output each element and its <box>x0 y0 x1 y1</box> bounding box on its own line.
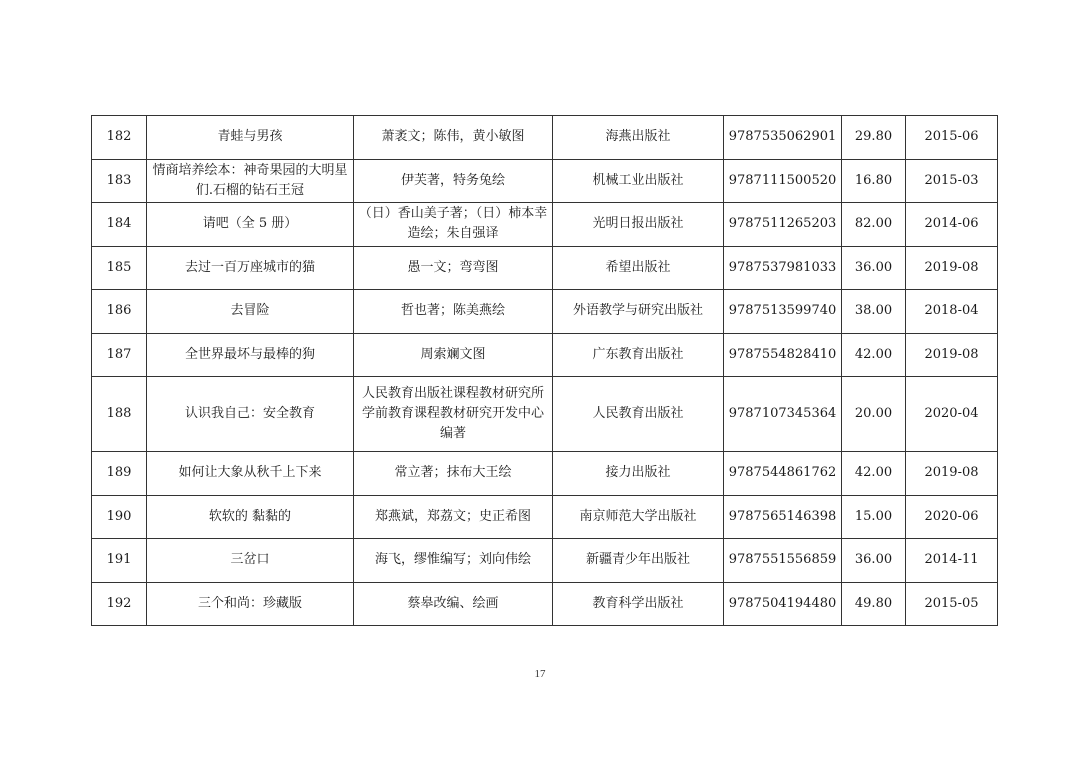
author-cell: 海飞，缪惟编写；刘向伟绘 <box>354 539 553 583</box>
row-number-cell: 187 <box>92 333 147 377</box>
row-number-cell: 182 <box>92 116 147 160</box>
isbn-cell: 9787537981033 <box>724 246 842 290</box>
publish-date-cell: 2014-11 <box>906 539 998 583</box>
publish-date-cell: 2019-08 <box>906 246 998 290</box>
isbn-cell: 9787111500520 <box>724 159 842 203</box>
table-row <box>92 539 998 583</box>
price-cell: 36.00 <box>842 246 906 290</box>
publisher-cell: 光明日报出版社 <box>553 203 724 247</box>
table-body <box>92 116 998 626</box>
row-number-cell: 189 <box>92 452 147 496</box>
row-number-cell: 184 <box>92 203 147 247</box>
price-cell: 20.00 <box>842 377 906 452</box>
publish-date-cell: 2019-08 <box>906 452 998 496</box>
author-cell: 哲也著；陈美燕绘 <box>354 290 553 334</box>
row-number-cell: 191 <box>92 539 147 583</box>
price-cell: 29.80 <box>842 116 906 160</box>
book-title-cell: 认识我自己：安全教育 <box>147 377 354 452</box>
table-row <box>92 582 998 626</box>
book-title-cell: 去过一百万座城市的猫 <box>147 246 354 290</box>
publisher-cell: 机械工业出版社 <box>553 159 724 203</box>
author-cell: 萧袤文；陈伟，黄小敏图 <box>354 116 553 160</box>
author-cell: 蔡皋改编、绘画 <box>354 582 553 626</box>
isbn-cell: 9787565146398 <box>724 495 842 539</box>
row-number-cell: 186 <box>92 290 147 334</box>
publish-date-cell: 2020-04 <box>906 377 998 452</box>
author-cell: 郑燕斌，郑荔文；史正希图 <box>354 495 553 539</box>
publisher-cell: 广东教育出版社 <box>553 333 724 377</box>
table-row <box>92 333 998 377</box>
isbn-cell: 9787504194480 <box>724 582 842 626</box>
isbn-cell: 9787535062901 <box>724 116 842 160</box>
book-title-cell: 去冒险 <box>147 290 354 334</box>
row-number-cell: 183 <box>92 159 147 203</box>
author-cell: 周索斓文图 <box>354 333 553 377</box>
price-cell: 42.00 <box>842 333 906 377</box>
price-cell: 49.80 <box>842 582 906 626</box>
table-row <box>92 116 998 160</box>
book-title-cell: 情商培养绘本：神奇果园的大明星们.石榴的钻石王冠 <box>147 159 354 203</box>
publisher-cell: 海燕出版社 <box>553 116 724 160</box>
publish-date-cell: 2019-08 <box>906 333 998 377</box>
row-number-cell: 190 <box>92 495 147 539</box>
price-cell: 15.00 <box>842 495 906 539</box>
book-title-cell: 请吧（全 5 册） <box>147 203 354 247</box>
isbn-cell: 9787554828410 <box>724 333 842 377</box>
price-cell: 36.00 <box>842 539 906 583</box>
table-row <box>92 495 998 539</box>
author-cell: 人民教育出版社课程教材研究所学前教育课程教材研究开发中心编著 <box>354 377 553 452</box>
row-number-cell: 192 <box>92 582 147 626</box>
price-cell: 16.80 <box>842 159 906 203</box>
publish-date-cell: 2015-03 <box>906 159 998 203</box>
publisher-cell: 南京师范大学出版社 <box>553 495 724 539</box>
author-cell: （日）香山美子著；（日）柿本幸造绘；朱自强译 <box>354 203 553 247</box>
table-row <box>92 377 998 452</box>
price-cell: 82.00 <box>842 203 906 247</box>
table-row <box>92 290 998 334</box>
publisher-cell: 新疆青少年出版社 <box>553 539 724 583</box>
row-number-cell: 185 <box>92 246 147 290</box>
isbn-cell: 9787544861762 <box>724 452 842 496</box>
author-cell: 愚一文；弯弯图 <box>354 246 553 290</box>
price-cell: 42.00 <box>842 452 906 496</box>
book-title-cell: 软软的 黏黏的 <box>147 495 354 539</box>
publisher-cell: 外语教学与研究出版社 <box>553 290 724 334</box>
table-row <box>92 246 998 290</box>
publish-date-cell: 2018-04 <box>906 290 998 334</box>
book-title-cell: 三岔口 <box>147 539 354 583</box>
publish-date-cell: 2015-06 <box>906 116 998 160</box>
price-cell: 38.00 <box>842 290 906 334</box>
book-title-cell: 如何让大象从秋千上下来 <box>147 452 354 496</box>
book-title-cell: 青蛙与男孩 <box>147 116 354 160</box>
row-number-cell: 188 <box>92 377 147 452</box>
isbn-cell: 9787107345364 <box>724 377 842 452</box>
table-row <box>92 159 998 203</box>
author-cell: 常立著；抹布大王绘 <box>354 452 553 496</box>
book-list-table <box>91 115 998 626</box>
book-title-cell: 全世界最坏与最棒的狗 <box>147 333 354 377</box>
publisher-cell: 希望出版社 <box>553 246 724 290</box>
author-cell: 伊芙著，特务兔绘 <box>354 159 553 203</box>
table-row <box>92 203 998 247</box>
book-title-cell: 三个和尚：珍藏版 <box>147 582 354 626</box>
publish-date-cell: 2020-06 <box>906 495 998 539</box>
table-row <box>92 452 998 496</box>
publisher-cell: 人民教育出版社 <box>553 377 724 452</box>
publish-date-cell: 2015-05 <box>906 582 998 626</box>
publish-date-cell: 2014-06 <box>906 203 998 247</box>
isbn-cell: 9787511265203 <box>724 203 842 247</box>
publisher-cell: 教育科学出版社 <box>553 582 724 626</box>
page-number: 17 <box>534 668 546 680</box>
publisher-cell: 接力出版社 <box>553 452 724 496</box>
isbn-cell: 9787551556859 <box>724 539 842 583</box>
isbn-cell: 9787513599740 <box>724 290 842 334</box>
